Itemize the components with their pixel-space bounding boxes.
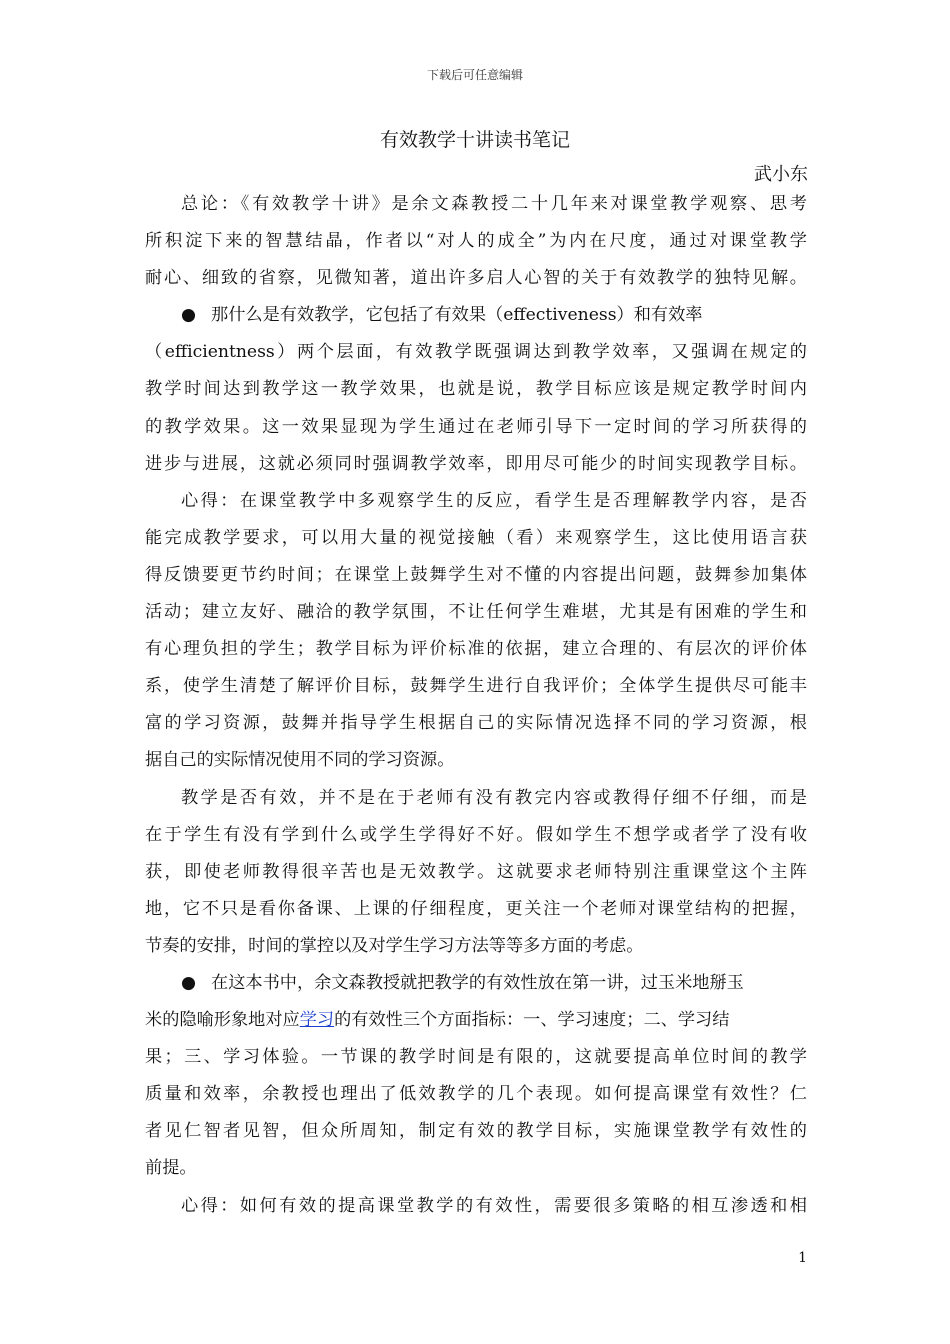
author-name: 武小东: [754, 164, 808, 185]
paragraph-summary: [145, 186, 807, 297]
study-link[interactable]: 学习: [299, 1010, 335, 1031]
text-line: 系，使学生清楚了解评价目标，鼓舞学生进行自我评价；全体学生提供尽可能丰: [145, 676, 807, 697]
text-line-content: 的有效性三个方面指标：一、学习速度；二、学习结: [334, 1010, 730, 1031]
text-line: [145, 965, 807, 1002]
text-line: 心得：在课堂教学中多观察学生的反应，看学生是否理解教学内容，是否: [181, 490, 807, 511]
text-line: 获，即使老师教得很辛苦也是无效教学。这就要求老师特别注重课堂这个主阵: [145, 861, 807, 882]
document-title: 有效教学十讲读书笔记: [379, 129, 570, 151]
text-line: 有心理负担的学生；教学目标为评价标准的依据，建立合理的、有层次的评价体: [145, 639, 807, 660]
text-line: [145, 1002, 807, 1039]
bullet-icon: ●: [181, 972, 196, 993]
paragraph-effectiveness: [145, 780, 807, 965]
paragraph-reflection-2: [145, 1188, 807, 1225]
text-line: 质量和效率，余教授也理出了低效教学的几个表现。如何提高课堂有效性？仁: [145, 1084, 807, 1105]
text-line: 教学时间达到教学这一教学效果，也就是说，教学目标应该是规定教学时间内: [145, 379, 807, 400]
text-line: 的教学效果。这一效果显现为学生通过在老师引导下一定时间的学习所获得的: [145, 416, 807, 437]
text-line-content: 在这本书中，余文森教授就把教学的有效性放在第一讲，过玉米地掰玉: [211, 972, 744, 993]
text-line: 所积淀下来的智慧结晶，作者以“对人的成全”为内在尺度，通过对课堂教学: [145, 231, 807, 252]
text-line: 节奏的安排，时间的掌控以及对学生学习方法等等多方面的考虑。: [145, 935, 644, 956]
text-line: 果；三、学习体验。一节课的教学时间是有限的，这就要提高单位时间的教学: [145, 1047, 807, 1068]
bullet-icon: ●: [181, 305, 196, 326]
text-line: 前提。: [145, 1158, 197, 1179]
paragraph-definition: [145, 297, 807, 482]
text-line: 富的学习资源，鼓舞并指导学生根据自己的实际情况选择不同的学习资源，根: [145, 713, 807, 734]
text-line: 在于学生有没有学到什么或学生学得好不好。假如学生不想学或者学了没有收: [145, 824, 807, 845]
text-line: （efficientness）两个层面，有效教学既强调达到教学效率，又强调在规定的: [145, 342, 807, 363]
text-line: 者见仁智者见智，但众所周知，制定有效的教学目标，实施课堂教学有效性的: [145, 1121, 807, 1142]
text-line: [145, 297, 807, 334]
text-line-content: 米的隐喻形象地对应: [145, 1010, 300, 1031]
header-note: 下载后可任意编辑: [426, 68, 523, 82]
text-line: 耐心、细致的省察，见微知著，道出许多启人心智的关于有效教学的独特见解。: [145, 268, 807, 289]
document-body: [145, 186, 807, 1225]
text-line: 总论：《有效教学十讲》是余文森教授二十几年来对课堂教学观察、思考: [181, 194, 807, 214]
text-line-content: 那什么是有效教学，它包括了有效果（effectiveness）和有效率: [211, 305, 703, 326]
text-line: 教学是否有效，并不是在于老师有没有教完内容或教得仔细不仔细，而是: [181, 787, 807, 808]
text-line: 地，它不只是看你备课、上课的仔细程度，更关注一个老师对课堂结构的把握，: [145, 898, 807, 919]
text-line: 活动；建立友好、融洽的教学氛围，不让任何学生难堪，尤其是有困难的学生和: [145, 602, 807, 623]
text-line: 得反馈要更节约时间；在课堂上鼓舞学生对不懂的内容提出问题，鼓舞参加集体: [145, 564, 807, 585]
page-number: 1: [798, 1250, 807, 1266]
paragraph-book-summary: [145, 965, 807, 1188]
text-line: 进步与进展，这就必须同时强调教学效率，即用尽可能少的时间实现教学目标。: [145, 453, 807, 474]
paragraph-reflection-1: [145, 483, 807, 780]
text-line: 据自己的实际情况使用不同的学习资源。: [145, 750, 455, 771]
text-line: 心得：如何有效的提高课堂教学的有效性，需要很多策略的相互渗透和相: [181, 1195, 807, 1216]
text-line: 能完成教学要求，可以用大量的视觉接触（看）来观察学生，这比使用语言获: [145, 527, 807, 548]
